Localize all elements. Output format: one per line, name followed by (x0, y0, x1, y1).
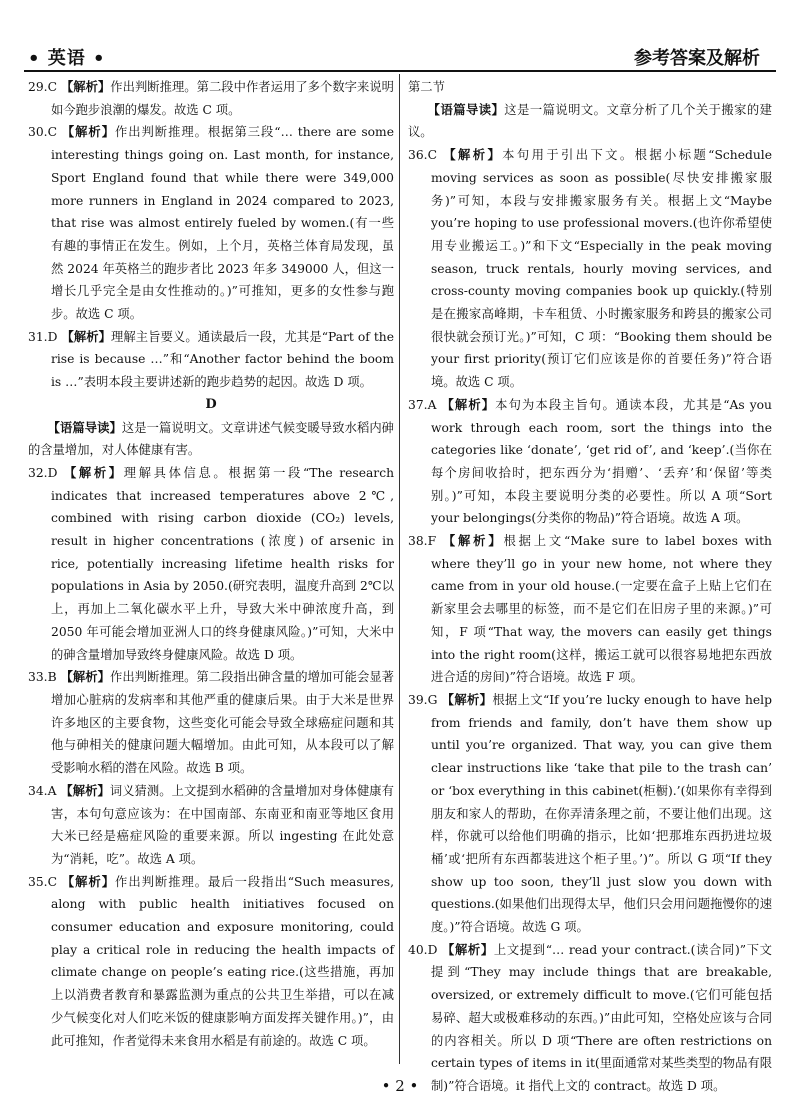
answer-item (408, 530, 772, 689)
page-header-title: 参考答案及解析 (634, 48, 760, 69)
question-number: 39. (408, 692, 428, 707)
explanation-text: 根据上文“If you’re lucky enough to have help from friends and family, don’t have them show up until you’re organized. That way, you can give them clear instructions like ‘take that pile to the trash can’ or ‘box everything in this cabinet(柜橱).’(如果你有幸得到朋友和家人的帮助，在你弄清条理之前，不要让他们出现。这样，你就可以给他们明确的指示，比如‘把那堆东西扔进垃圾桶’或‘把所有东西都装进这个柜子里。’)”。所以 G 项“If they show up too soon, they’ll just slow you down with questions.(如果他们出现得太早，他们只会用问题拖慢你的速度。)”符合语境。故选 G 项。 (431, 692, 772, 935)
answer-letter: D (427, 942, 438, 957)
answer-item (408, 394, 772, 530)
explanation-text: 本句为本段主旨句。通读本段，尤其是“As you work through each room, sort the things into the categories like ‘donate’, ‘get rid of’, and ‘keep’.(当你在每个房间收拾时，把东西分为‘捐赠’、‘丢弃’和‘保留’等类别。)”可知，本段主要说明分类的必要性。所以 A 项“Sort your belongings(分类你的物品)”符合语境。故选 A 项。 (431, 397, 772, 526)
question-number: 37. (408, 397, 428, 412)
explanation-text: 作出判断推理。最后一段指出“Such measures, along with public health initiatives focused on consumer education and exposure monitoring, could play a critical role in reducing the health impacts of climate change on people’s eating rice.(这些措施，再加上以消费者教育和暴露监测为重点的公共卫生举措，可以在减少气候变化对人们吃米饭的健康影响方面发挥关键作用。)”，由此可推知，作者觉得未来食用水稻是有前途的。故选 C 项。 (51, 874, 394, 1048)
explanation-tag: 【解析】 (60, 782, 110, 798)
answer-letter: C (47, 874, 57, 889)
left-column (28, 76, 394, 1052)
explanation-text: 上文提到“… read your contract.(读合同)”下文提到“They may include things that are breakable, oversized, or extremely difficult to move.(它们可能包括易碎、超大或极难移动的东西。)”由此可知，空格处应该与合同的内容相关。所以 D 项“There are often restrictions on certain types of items in it(里面通常对某些类型的物品有限制)”符合语境。it 指代上文的 contract。故选 D 项。 (431, 942, 772, 1093)
answer-letter: C (47, 125, 57, 140)
explanation-tag: 【解析】 (61, 873, 116, 889)
answer-item (408, 689, 772, 939)
answer-item (28, 666, 394, 780)
explanation-tag: 【解析】 (441, 691, 493, 707)
passage-guide-text: 这是一篇说明文。文章讲述气候变暖导致水稻内砷的含量增加，对人体健康有害。 (28, 420, 394, 458)
column-divider (399, 74, 400, 1064)
explanation-tag: 【解析】 (441, 396, 496, 412)
section-label: 第二节 (408, 80, 445, 94)
explanation-text: 根据上文“Make sure to label boxes with where they’ll go in your new home, not where they came from in your old house.(一定要在盒子上贴上它们在新家里会去哪里的标签，而不是它们在旧房子里的来源。)”可知，F 项“That way, the movers can easily get things into the right room(这样，搬运工就可以很容易地把东西放进合适的房间)”符合语境。故选 F 项。 (431, 534, 772, 685)
explanation-tag: 【解析】 (443, 147, 503, 163)
answer-item (28, 780, 394, 871)
question-number: 32. (28, 465, 48, 480)
passage-guide (408, 99, 772, 144)
question-number: 30. (28, 125, 48, 140)
answer-letter: D (47, 329, 58, 344)
explanation-tag: 【解析】 (61, 124, 115, 140)
section-heading: D (205, 396, 217, 412)
explanation-text: 理解具体信息。根据第一段“The research indicates that increased temperatures above 2℃, combined with rising carbon dioxide (CO₂) levels, result in higher concentrations (浓度) of arsenic in rice, potentially increasing lifetime health risks for populations in Asia by 2050.(研究表明，温度升高到 2℃以上，再加上二氧化碳水平上升，导致大米中砷浓度升高，到 2050 年可能会增加亚洲人口的终身健康风险。)”可知，大米中的砷含量增加导致终身健康风险。故选 D 项。 (51, 465, 394, 662)
passage-guide (28, 417, 394, 462)
answer-letter: D (47, 465, 58, 480)
answer-letter: F (427, 534, 437, 549)
answer-item (28, 76, 394, 121)
answer-item (28, 326, 394, 394)
question-number: 35. (28, 874, 48, 889)
explanation-text: 词义猜测。上文提到水稻砷的含量增加对身体健康有害，本句句意应该为：在中国南部、东南亚和南亚等地区食用大米已经是癌症风险的重要来源。所以 ingesting 在此处意为“消耗，吃”。故选 A 项。 (51, 783, 394, 866)
question-number: 38. (408, 534, 428, 549)
right-column (408, 76, 772, 1098)
answer-letter: G (427, 692, 438, 707)
explanation-tag: 【解析】 (442, 533, 504, 549)
explanation-tag: 【解析】 (63, 464, 124, 480)
question-number: 29. (28, 80, 48, 94)
explanation-text: 本句用于引出下文。根据小标题“Schedule moving services as soon as possible(尽快安排搬家服务)”可知，本段与安排搬家服务有关。根据上文“Maybe you’re hoping to use professional movers.(也许你希望使用专业搬运工。)”和下文“Especially in the peak moving season, truck rentals, hourly moving services, and cross-county moving companies book up quickly.(特别是在搬家高峰期，卡车租赁、小时搬家服务和跨县的搬家公司很快就会预订光。)”可知，C 项：“Booking them should be your first priority(预订它们应该是你的首要任务)”符合语境。故选 C 项。 (431, 148, 772, 390)
question-number: 31. (28, 329, 48, 344)
explanation-tag: 【解析】 (60, 669, 110, 685)
explanation-text: 作出判断推理。第二段指出砷含量的增加可能会显著增加心脏病的发病率和其他严重的健康后果。由于大米是世界许多地区的主要食物，这些变化可能会导致全球癌症问题和其他与砷相关的健康问题大幅增加。由此可知，从本段可以了解受影响水稻的潜在风险。故选 B 项。 (51, 670, 394, 776)
answer-item (408, 144, 772, 394)
question-number: 36. (408, 148, 428, 163)
answer-item (28, 121, 394, 325)
answer-item (408, 939, 772, 1098)
question-number: 40. (408, 942, 428, 957)
answer-item (28, 871, 394, 1053)
explanation-tag: 【解析】 (60, 79, 111, 94)
page-number: • 2 • (381, 1077, 419, 1095)
explanation-text: 理解主旨要义。通读最后一段，尤其是“Part of the rise is because …”和“Another factor behind the boom is …”表明本段主要讲述新的跑步趋势的起因。故选 D 项。 (51, 329, 394, 390)
question-number: 34. (28, 783, 48, 798)
subject-label: • 英语 • (28, 48, 106, 69)
explanation-tag: 【解析】 (61, 328, 112, 344)
passage-guide-tag: 【语篇导读】 (427, 101, 505, 117)
header-rule (24, 70, 776, 72)
question-number: 33. (28, 670, 48, 685)
passage-guide-tag: 【语篇导读】 (47, 419, 122, 435)
answer-letter: A (427, 397, 437, 412)
explanation-text: 作出判断推理。第二段中作者运用了多个数字来说明如今跑步浪潮的爆发。故选 C 项。 (51, 80, 394, 117)
explanation-text: 作出判断推理。根据第三段“… there are some interesting things going on. Last month, for instance, Sport England found that while there were 349,000 more runners in England in 2024 compared to 2023, that rise was almost entirely fueled by women.(有一些有趣的事情正在发生。例如，上个月，英格兰体育局发现，虽然 2024 年英格兰的跑步者比 2023 年多 349000 人，但这一增长几乎完全是由女性推动的。)”可推知，更多的女性参与跑步。故选 C 项。 (51, 125, 394, 322)
answer-item (28, 462, 394, 666)
answer-letter: A (47, 783, 57, 798)
answer-letter: C (47, 80, 57, 94)
answer-letter: C (427, 148, 437, 163)
explanation-tag: 【解析】 (442, 941, 494, 957)
passage-guide-text: 这是一篇说明文。文章分析了几个关于搬家的建议。 (408, 102, 772, 140)
answer-letter: B (47, 670, 57, 685)
